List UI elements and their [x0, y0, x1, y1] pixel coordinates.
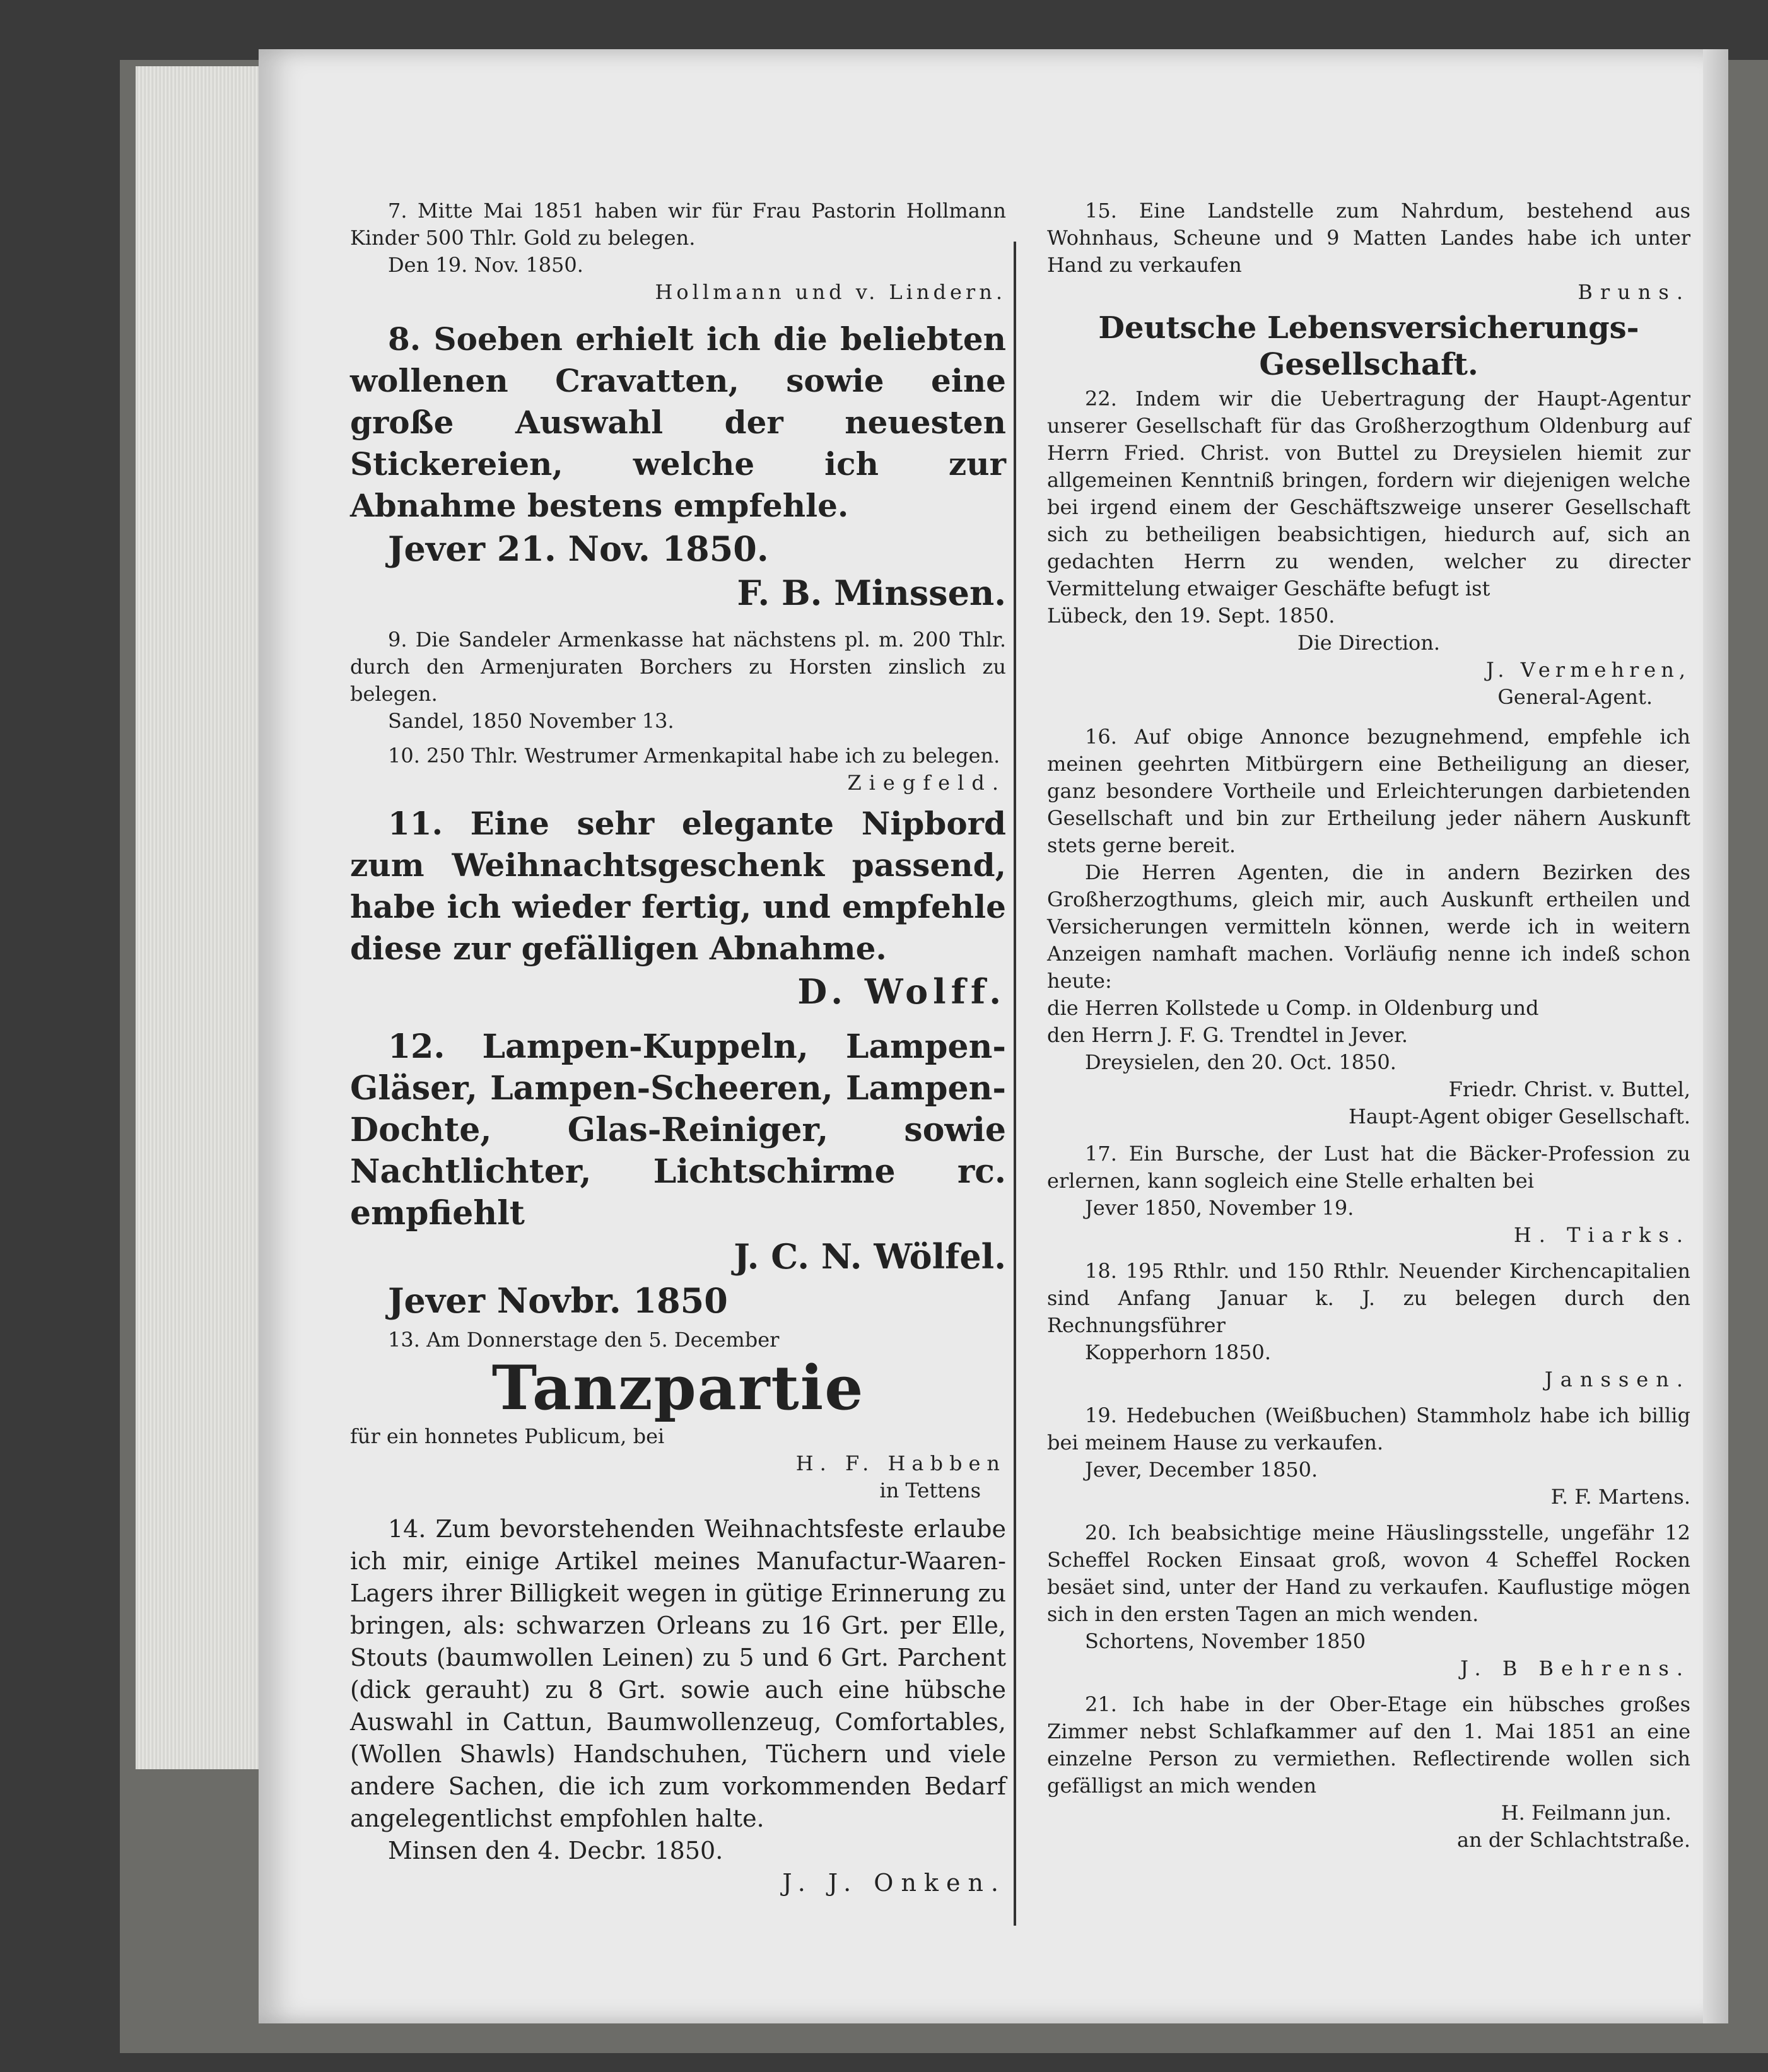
- ad-16-date: Dreysielen, den 20. Oct. 1850.: [1085, 1050, 1396, 1074]
- ad-19-signature: F. F. Martens.: [1550, 1485, 1690, 1509]
- ad-19: [1047, 1402, 1690, 1511]
- ad-14: [350, 1513, 1006, 1899]
- newspaper-page: [259, 49, 1728, 2023]
- ad-13-place: in Tettens: [879, 1478, 981, 1502]
- insurance-heading: Deutsche Lebensversicherungs-Gesellschaft.: [1098, 310, 1639, 382]
- ad-21-text: 21. Ich habe in der Ober-Etage ein hübsches großes Zimmer nebst Schlafkammer auf den 1. Mai 1851 an eine einzelne Person zu vermiethen. Reflectirende wollen sich gefälligst an mich wenden: [1047, 1692, 1690, 1798]
- ad-22-text: 22. Indem wir die Uebertragung der Haupt-Agentur unserer Gesellschaft für das Großherzogthum Oldenburg auf Herrn Fried. Christ. von Buttel zu Dreysielen hiemit zur allgemeinen Kenntniß bringen, fordern wir diejenigen welche bei irgend einem der Geschäftszweige unserer Gesellschaft sich zu betheiligen beabsichtigen, hiedurch auf, sich an gedachten Herrn zu wenden, welcher zu directer Vermittelung etwaiger Geschäfte befugt ist: [1047, 387, 1690, 600]
- ad-22: [1047, 385, 1690, 711]
- ad-12-date: Jever Novbr. 1850: [388, 1280, 728, 1321]
- ad-16: [1047, 723, 1690, 1130]
- ad-16-signature-2: Haupt-Agent obiger Gesellschaft.: [1348, 1104, 1690, 1128]
- ad-13: [350, 1326, 1006, 1504]
- ad-8-text: 8. Soeben erhielt ich die beliebten wollenen Cravatten, sowie eine große Auswahl der neuesten Stickereien, welche ich zur Abnahme bestens empfehle.: [350, 320, 1006, 524]
- ad-7-date: Den 19. Nov. 1850.: [388, 253, 583, 277]
- ad-19-date: Jever, December 1850.: [1085, 1458, 1318, 1482]
- ad-13-intro: 13. Am Donnerstage den 5. December: [388, 1328, 780, 1352]
- ad-12-signature: J. C. N. Wölfel.: [734, 1236, 1006, 1277]
- ad-16-agent-1: die Herren Kollstede u Comp. in Oldenburg und: [1047, 996, 1539, 1020]
- ad-8-signature: F. B. Minssen.: [737, 573, 1006, 613]
- ad-10-text: 10. 250 Thlr. Westrumer Armenkapital habe ich zu belegen.: [388, 744, 1000, 768]
- ad-13-signature: H. F. Habben: [795, 1451, 1006, 1475]
- ad-8-date: Jever 21. Nov. 1850.: [388, 529, 769, 569]
- ad-10-signature: Ziegfeld.: [847, 771, 1006, 795]
- ad-12-text: 12. Lampen-Kuppeln, Lampen-Gläser, Lampen-Scheeren, Lampen-Dochte, Glas-Reiniger, sowie Nachtlichter, Lichtschirme rc. empfiehlt: [350, 1027, 1006, 1232]
- ad-20-text: 20. Ich beabsichtige meine Häuslingsstelle, ungefähr 12 Scheffel Rocken Einsaat groß, wovon 4 Scheffel Rocken besäet sind, unter der Hand zu verkaufen. Kauflustige mögen sich in den ersten Tagen an mich wenden.: [1047, 1521, 1690, 1626]
- ad-14-signature: J. J. Onken.: [782, 1869, 1006, 1897]
- ad-22-signature-2: J. Vermehren,: [1486, 658, 1690, 682]
- ad-10: [350, 742, 1006, 797]
- ad-7-text: 7. Mitte Mai 1851 haben wir für Frau Pastorin Hollmann Kinder 500 Thlr. Gold zu belegen.: [350, 199, 1006, 250]
- ad-16-signature-1: Friedr. Christ. v. Buttel,: [1448, 1077, 1690, 1101]
- ad-16-agent-2: den Herrn J. F. G. Trendtel in Jever.: [1047, 1023, 1408, 1047]
- ad-9-text: 9. Die Sandeler Armenkasse hat nächstens pl. m. 200 Thlr. durch den Armenjuraten Borchers zu Horsten zinslich zu belegen.: [350, 628, 1006, 706]
- ad-22-signature-3: General-Agent.: [1497, 685, 1653, 709]
- ad-16-text-2: Die Herren Agenten, die in andern Bezirken des Großherzogthums, gleich mir, auch Auskunft ertheilen und Versicherungen vermitteln können, werde ich in weitern Anzeigen namhaft machen. Vorläufig nenne ich indeß schon heute:: [1047, 860, 1690, 993]
- ad-17-signature: H. Tiarks.: [1513, 1223, 1690, 1247]
- ad-15-signature: Bruns.: [1578, 280, 1690, 304]
- ad-14-text: 14. Zum bevorstehenden Weihnachtsfeste erlaube ich mir, einige Artikel meines Manufactur-Waaren-Lagers ihrer Billigkeit wegen in gütige Erinnerung zu bringen, als: schwarzen Orleans zu 16 Grt. per Elle, Stouts (baumwollen Leinen) zu 5 und 6 Grt. Parchent (dick gerauht) zu 8 Grt. sowie auch eine hübsche Auswahl in Cattun, Baumwollenzeug, Comfortables, (Wollen Shawls) Handschuhen, Tüchern und viele andere Sachen, die ich zum vorkommenden Bedarf angelegentlichst empfohlen halte.: [350, 1515, 1006, 1832]
- column-divider: [1014, 242, 1016, 1926]
- ad-19-text: 19. Hedebuchen (Weißbuchen) Stammholz habe ich billig bei meinem Hause zu verkaufen.: [1047, 1403, 1690, 1454]
- ad-16-text-1: 16. Auf obige Annonce bezugnehmend, empfehle ich meinen geehrten Mitbürgern eine Betheiligung an dieser, ganz besondere Vortheile und Erleichterungen darbietenden Gesellschaft und bin zur Ertheilung jeder nähern Auskunft stets gerne bereit.: [1047, 725, 1690, 857]
- ad-21: [1047, 1691, 1690, 1854]
- ad-18-signature: Janssen.: [1544, 1367, 1690, 1391]
- ad-17: [1047, 1140, 1690, 1249]
- page-right-edge: [1703, 49, 1728, 2023]
- ad-11-text: 11. Eine sehr elegante Nipbord zum Weihnachtsgeschenk passend, habe ich wieder fertig, und empfehle diese zur gefälligen Abnahme.: [350, 805, 1006, 967]
- ad-21-signature-1: H. Feilmann jun.: [1501, 1801, 1671, 1825]
- left-column: [350, 197, 1006, 1899]
- ad-20: [1047, 1519, 1690, 1682]
- ad-18: [1047, 1258, 1690, 1393]
- ad-15: [1047, 197, 1690, 306]
- ad-9: [350, 626, 1006, 735]
- ad-7-signature: Hollmann und v. Lindern.: [655, 280, 1006, 304]
- ad-12: [350, 1026, 1006, 1323]
- page-stack-edge: [136, 66, 268, 1769]
- ad-22-date: Lübeck, den 19. Sept. 1850.: [1047, 604, 1335, 628]
- ad-18-date: Kopperhorn 1850.: [1085, 1340, 1272, 1364]
- ad-14-date: Minsen den 4. Decbr. 1850.: [388, 1837, 723, 1864]
- ad-21-signature-2: an der Schlachtstraße.: [1456, 1828, 1690, 1852]
- ad-20-signature: J. B Behrens.: [1460, 1656, 1690, 1680]
- ad-18-text: 18. 195 Rthlr. und 150 Rthlr. Neuender Kirchencapitalien sind Anfang Januar k. J. zu belegen durch den Rechnungsführer: [1047, 1259, 1690, 1337]
- ad-17-text: 17. Ein Bursche, der Lust hat die Bäcker-Profession zu erlernen, kann sogleich eine Stelle erhalten bei: [1047, 1142, 1690, 1193]
- ad-8: [350, 319, 1006, 615]
- ad-13-text: für ein honnetes Publicum, bei: [350, 1424, 665, 1448]
- ad-22-signature-1: Die Direction.: [1297, 631, 1441, 655]
- ad-11-signature: D. Wolff.: [797, 971, 1006, 1012]
- ad-17-date: Jever 1850, November 19.: [1085, 1196, 1354, 1220]
- ad-7: [350, 197, 1006, 306]
- ad-13-title: Tanzpartie: [491, 1352, 865, 1424]
- ad-9-date: Sandel, 1850 November 13.: [388, 709, 674, 733]
- right-column: [1047, 197, 1690, 1854]
- ad-15-text: 15. Eine Landstelle zum Nahrdum, bestehend aus Wohnhaus, Scheune und 9 Matten Landes habe ich unter Hand zu verkaufen: [1047, 199, 1690, 277]
- ad-11: [350, 803, 1006, 1014]
- ad-20-date: Schortens, November 1850: [1085, 1629, 1366, 1653]
